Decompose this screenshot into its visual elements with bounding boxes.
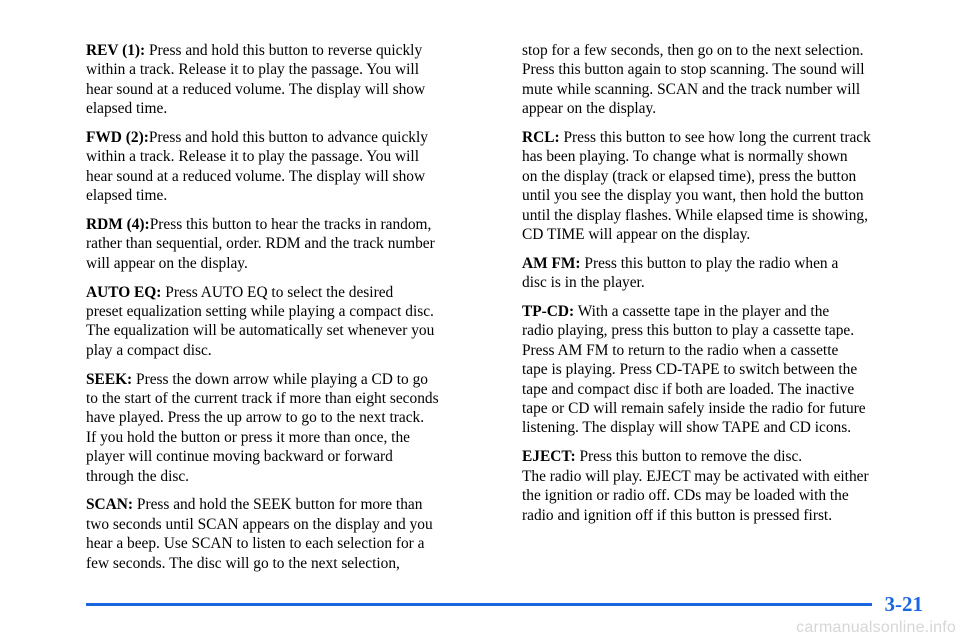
scan-label: SCAN: <box>86 496 134 514</box>
tp-cd-label: TP-CD: <box>522 303 575 321</box>
fwd-text: Press and hold this button to advance quickly within a track. Release it to play the passage. You will hear sound at a reduced volume. The display will show elapsed time. <box>86 129 428 205</box>
rdm-label: RDM (4): <box>86 216 150 234</box>
auto-eq-paragraph <box>86 283 496 361</box>
fwd-label: FWD (2): <box>86 129 149 147</box>
am-fm-paragraph <box>522 254 932 293</box>
am-fm-label: AM FM: <box>522 254 581 272</box>
tp-cd-text: With a cassette tape in the player and the radio playing, press this button to play a cassette tape. Press AM FM to return to the radio when a cassette tape is playing. Press CD-TAPE to switch between the tape and compact disc if both are loaded. The inactive tape or CD will remain safely inside the radio for future listening. The display will show TAPE and CD icons. <box>522 303 866 437</box>
rcl-label: RCL: <box>522 129 560 147</box>
rcl-text: Press this button to see how long the current track has been playing. To change what is normally shown on the display (track or elapsed time), press the button until you see the display you want, then hold the button until the display flashes. While elapsed time is showing, CD TIME will appear on the display. <box>522 129 871 244</box>
am-fm-text: Press this button to play the radio when a disc is in the player. <box>522 254 839 292</box>
rev-label: REV (1): <box>86 42 146 59</box>
scan-continued-text: stop for a few seconds, then go on to the next selection. Press this button again to stop scanning. The sound will mute while scanning. SCAN and the track number will appear on the display. <box>522 42 865 118</box>
footer-rule <box>86 603 872 606</box>
watermark: carmanualsonline.info <box>796 619 956 636</box>
tp-cd-paragraph <box>522 302 932 438</box>
scan-continued-paragraph <box>522 41 932 119</box>
auto-eq-text: Press AUTO EQ to select the desired preset equalization setting while playing a compact disc. The equalization will be automatically set whenever you play a compact disc. <box>86 283 435 359</box>
fwd-paragraph <box>86 128 496 206</box>
right-column <box>522 41 932 534</box>
seek-paragraph <box>86 370 496 486</box>
rdm-paragraph <box>86 215 496 273</box>
scan-text: Press and hold the SEEK button for more than two seconds until SCAN appears on the display and you hear a beep. Use SCAN to listen to each selection for a few seconds. The disc will go to the next selection, <box>86 496 433 572</box>
seek-label: SEEK: <box>86 370 133 388</box>
auto-eq-label: AUTO EQ: <box>86 283 162 301</box>
seek-text: Press the down arrow while playing a CD to go to the start of the current track if more than eight seconds have played. Press the up arrow to go to the next track. If you hold the button or press it more than once, the player will continue moving backward or forward through the disc. <box>86 370 439 485</box>
page-number: 3-21 <box>884 592 923 616</box>
rcl-paragraph <box>522 128 932 244</box>
eject-paragraph <box>522 447 932 525</box>
scan-paragraph <box>86 495 496 573</box>
rdm-text: Press this button to hear the tracks in random, rather than sequential, order. RDM and the track number will appear on the display. <box>86 216 435 272</box>
rev-paragraph <box>86 41 496 119</box>
left-column <box>86 41 496 583</box>
rev-text: Press and hold this button to reverse quickly within a track. Release it to play the passage. You will hear sound at a reduced volume. The display will show elapsed time. <box>86 42 426 118</box>
eject-text: Press this button to remove the disc. The radio will play. EJECT may be activated with either the ignition or radio off. CDs may be loaded with the radio and ignition off if this button is pressed first. <box>522 448 869 524</box>
eject-label: EJECT: <box>522 448 576 466</box>
